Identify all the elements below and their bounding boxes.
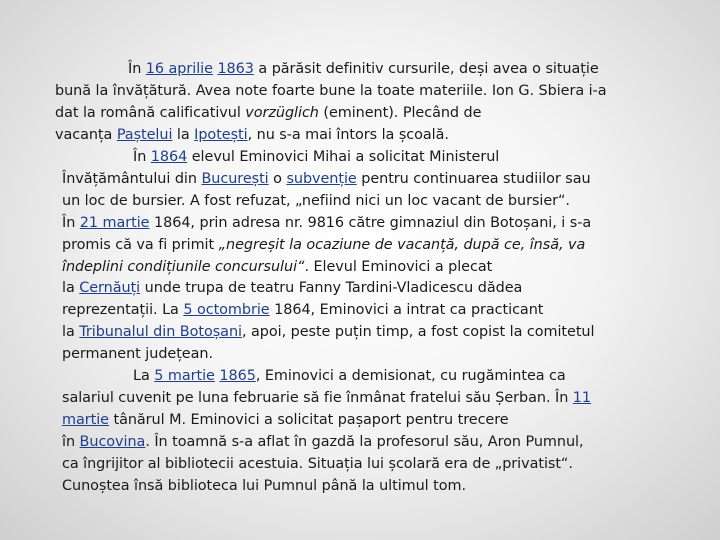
hyperlink[interactable]: Tribunalul din Botoșani: [79, 324, 242, 341]
hyperlink[interactable]: 21 martie: [79, 214, 150, 231]
text-run: 1864, Eminovici a intrat ca practicant: [269, 302, 544, 319]
text-run: , nu s-a mai întors la școală.: [247, 126, 449, 143]
text-line: [62, 168, 591, 190]
text-run: , apoi, peste puțin timp, a fost copist la comitetul: [241, 324, 595, 341]
hyperlink[interactable]: București: [201, 170, 269, 187]
italic-text: îndeplini condițiunile concursului“: [62, 258, 305, 275]
text-run: la: [62, 324, 80, 341]
text-run: permanent județean.: [62, 346, 213, 363]
hyperlink[interactable]: 1865: [219, 368, 256, 384]
hyperlink[interactable]: 16 aprilie: [145, 61, 213, 77]
text-run: reprezentații. La: [62, 302, 184, 319]
italic-text: „negreșit la ocaziune de vacanță, după ce, însă, va: [218, 236, 586, 253]
text-run: În: [128, 61, 146, 77]
text-line: [62, 431, 584, 453]
hyperlink[interactable]: Paștelui: [116, 126, 173, 143]
text-line: [133, 365, 566, 387]
text-line: [55, 124, 449, 146]
hyperlink[interactable]: 1864: [150, 149, 188, 165]
text-run: promis că va fi primit: [62, 236, 219, 253]
hyperlink[interactable]: 5 octombrie: [183, 302, 270, 319]
hyperlink[interactable]: subvenție: [286, 170, 357, 187]
text-line: [62, 299, 543, 321]
text-run: un loc de bursier. A fost refuzat, „nefiind nici un loc vacant de bursier“.: [62, 192, 570, 209]
text-line: [128, 58, 599, 80]
text-line: [62, 475, 466, 497]
hyperlink[interactable]: Bucovina: [79, 433, 146, 450]
text-run: elevul Eminovici Mihai a solicitat Ministerul: [187, 149, 500, 165]
text-run: dat la română calificativul: [55, 104, 246, 121]
text-run: unde trupa de teatru Fanny Tardini-Vladicescu dădea: [140, 280, 523, 297]
text-line: [62, 453, 573, 475]
text-run: la: [62, 280, 80, 297]
text-run: În: [62, 214, 80, 231]
text-run: ca îngrijitor al bibliotecii acestuia. Situația lui școlară era de „privatist“.: [62, 455, 573, 472]
text-run: tânărul M. Eminovici a solicitat pașaport pentru trecere: [108, 411, 509, 428]
text-line: [62, 190, 570, 212]
text-run: . Elevul Eminovici a plecat: [304, 258, 493, 275]
hyperlink[interactable]: 1863: [217, 61, 254, 77]
text-line: [62, 212, 591, 234]
text-line: [62, 343, 213, 365]
hyperlink[interactable]: 5 martie: [154, 368, 215, 384]
text-line: [62, 277, 522, 299]
hyperlink[interactable]: 11: [572, 389, 592, 406]
text-run: (eminent). Plecând de: [318, 104, 482, 121]
text-run: 1864, prin adresa nr. 9816 către gimnaziul din Botoșani, i s-a: [149, 214, 592, 231]
text-run: Cunoștea însă biblioteca lui Pumnul până la ultimul tom.: [62, 477, 466, 494]
text-line: [55, 102, 481, 124]
text-line: [133, 146, 499, 168]
text-line: [62, 256, 492, 278]
hyperlink[interactable]: martie: [62, 411, 109, 428]
text-run: o: [268, 170, 287, 187]
text-line: [55, 80, 606, 102]
text-run: . În toamnă s-a aflat în gazdă la profesorul său, Aron Pumnul,: [145, 433, 584, 450]
text-run: a părăsit definitiv cursurile, deși avea o situație: [253, 61, 599, 77]
italic-text: vorzüglich: [245, 104, 319, 121]
text-run: , Eminovici a demisionat, cu rugămintea ca: [255, 368, 566, 384]
text-run: Învățământului din: [62, 170, 202, 187]
text-run: La: [133, 368, 155, 384]
text-run: pentru continuarea studiilor sau: [356, 170, 591, 187]
text-run: la: [172, 126, 195, 143]
text-run: salariul cuvenit pe luna februarie să fie înmânat fratelui său Șerban. În: [62, 389, 573, 406]
text-run: În: [133, 149, 151, 165]
hyperlink[interactable]: Ipotești: [194, 126, 248, 143]
text-run: în: [62, 433, 80, 450]
text-line: [62, 387, 591, 409]
hyperlink[interactable]: Cernăuți: [79, 280, 141, 297]
text-line: [62, 321, 594, 343]
text-run: bună la învățătură. Avea note foarte bune la toate materiile. Ion G. Sbiera i-a: [55, 82, 607, 99]
text-run: vacanța: [55, 126, 117, 143]
text-line: [62, 234, 585, 256]
text-line: [62, 409, 509, 431]
